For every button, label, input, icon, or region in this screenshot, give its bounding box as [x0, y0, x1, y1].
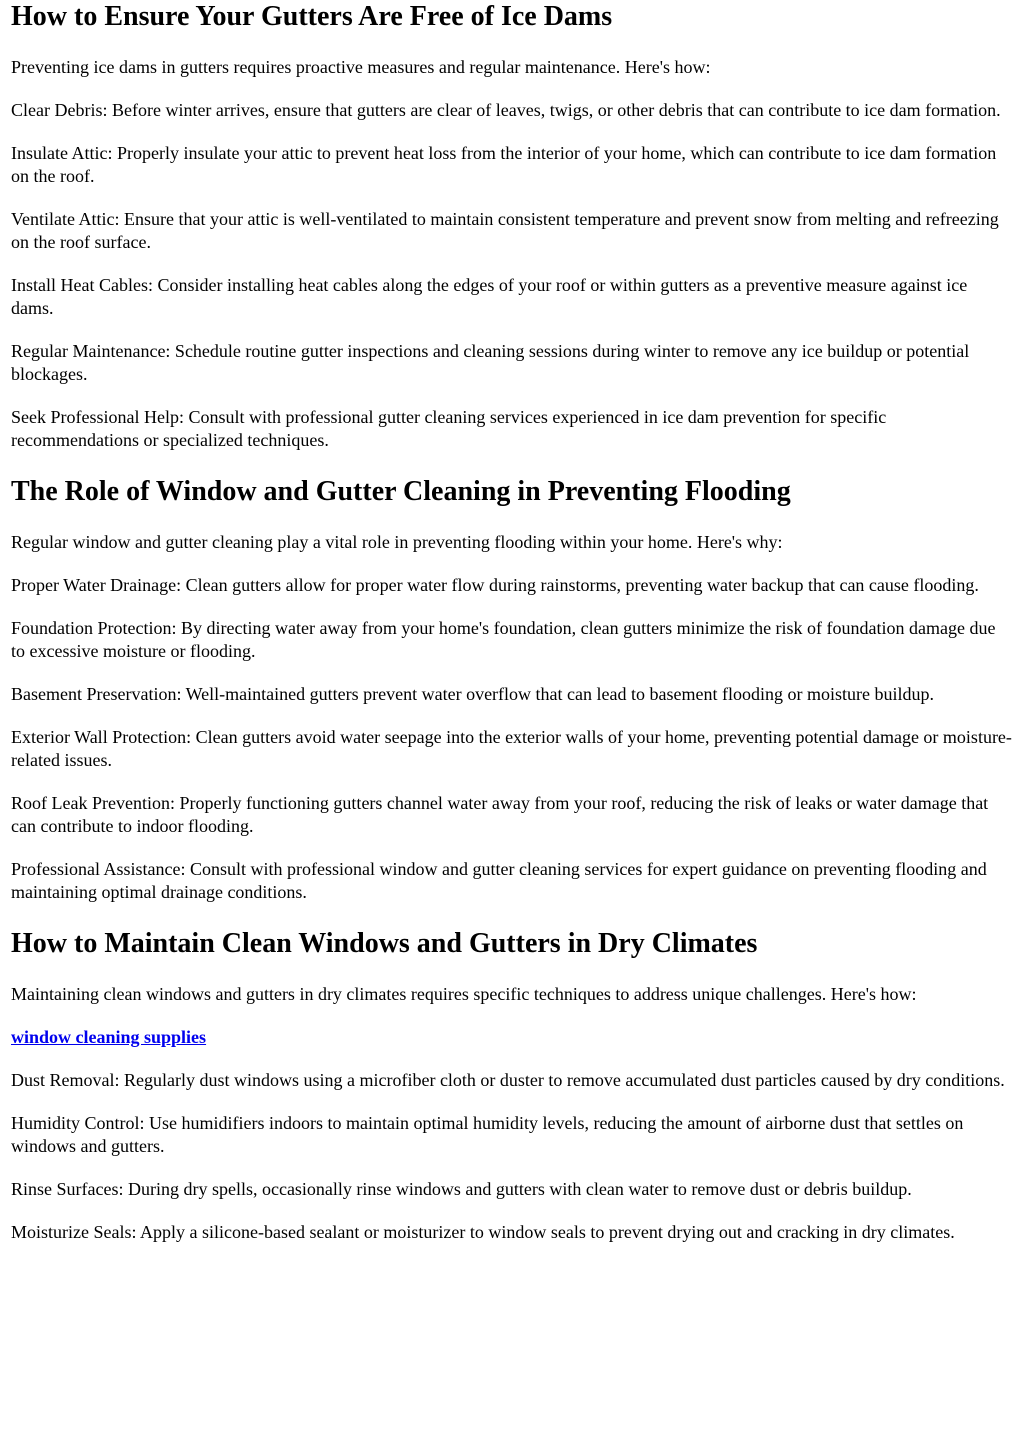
paragraph: Install Heat Cables: Consider installing heat cables along the edges of your roof or within gutters as a preventive measure against ice dams.	[11, 275, 968, 318]
paragraph: Seek Professional Help: Consult with professional gutter cleaning services experienced in ice dam prevention for specific recommendations or specialized techniques.	[11, 407, 887, 450]
section-heading-ice-dams: How to Ensure Your Gutters Are Free of Ice Dams	[11, 1, 613, 32]
paragraph: Rinse Surfaces: During dry spells, occasionally rinse windows and gutters with clean water to remove dust or debris buildup.	[11, 1179, 912, 1199]
paragraph: Professional Assistance: Consult with professional window and gutter cleaning services for expert guidance on preventing flooding and maintaining optimal drainage conditions.	[11, 859, 987, 902]
paragraph: Proper Water Drainage: Clean gutters allow for proper water flow during rainstorms, preventing water backup that can cause flooding.	[11, 575, 979, 595]
paragraph: Moisturize Seals: Apply a silicone-based sealant or moisturizer to window seals to prevent drying out and cracking in dry climates.	[11, 1222, 955, 1242]
paragraph: Maintaining clean windows and gutters in dry climates requires specific techniques to address unique challenges. Here's how:	[11, 984, 917, 1004]
paragraph: Roof Leak Prevention: Properly functioning gutters channel water away from your roof, reducing the risk of leaks or water damage that can contribute to indoor flooding.	[11, 793, 989, 836]
paragraph: Regular Maintenance: Schedule routine gutter inspections and cleaning sessions during winter to remove any ice buildup or potential blockages.	[11, 341, 970, 384]
paragraph: Insulate Attic: Properly insulate your attic to prevent heat loss from the interior of your home, which can contribute to ice dam formation on the roof.	[11, 143, 997, 186]
link-paragraph	[11, 1026, 1013, 1049]
window-cleaning-supplies-link[interactable]: window cleaning supplies	[11, 1027, 207, 1047]
paragraph: Ventilate Attic: Ensure that your attic is well-ventilated to maintain consistent temperature and prevent snow from melting and refreezing on the roof surface.	[11, 209, 999, 252]
section-heading-flooding: The Role of Window and Gutter Cleaning in Preventing Flooding	[11, 476, 791, 507]
paragraph: Foundation Protection: By directing water away from your home's foundation, clean gutters minimize the risk of foundation damage due to excessive moisture or flooding.	[11, 618, 996, 661]
paragraph: Clear Debris: Before winter arrives, ensure that gutters are clear of leaves, twigs, or other debris that can contribute to ice dam formation.	[11, 100, 1001, 120]
paragraph: Humidity Control: Use humidifiers indoors to maintain optimal humidity levels, reducing the amount of airborne dust that settles on windows and gutters.	[11, 1113, 964, 1156]
paragraph: Exterior Wall Protection: Clean gutters avoid water seepage into the exterior walls of your home, preventing potential damage or moisture-related issues.	[11, 727, 1012, 770]
paragraph: Dust Removal: Regularly dust windows using a microfiber cloth or duster to remove accumulated dust particles caused by dry conditions.	[11, 1070, 1005, 1090]
section-heading-dry-climates: How to Maintain Clean Windows and Gutters in Dry Climates	[11, 928, 758, 959]
paragraph: Regular window and gutter cleaning play a vital role in preventing flooding within your home. Here's why:	[11, 532, 783, 552]
paragraph: Basement Preservation: Well-maintained gutters prevent water overflow that can lead to basement flooding or moisture buildup.	[11, 684, 934, 704]
paragraph: Preventing ice dams in gutters requires proactive measures and regular maintenance. Here's how:	[11, 57, 711, 77]
